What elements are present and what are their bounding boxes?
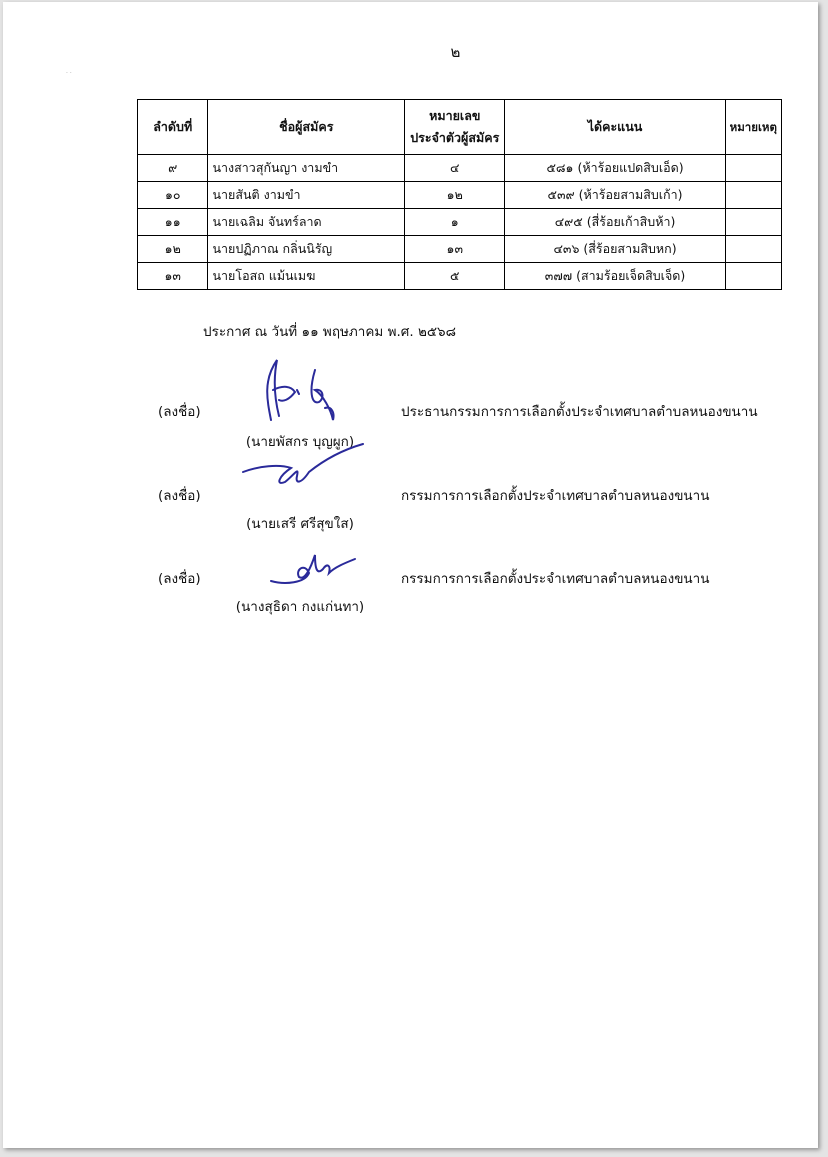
- cell-no: ๑๓: [138, 263, 208, 290]
- signer-position: ประธานกรรมการการเลือกตั้งประจำเทศบาลตำบลหนองขนาน: [401, 404, 758, 420]
- cell-score: ๔๙๕ (สี่ร้อยเก้าสิบห้า): [505, 209, 725, 236]
- table-row: [138, 263, 782, 290]
- table-row: [138, 209, 782, 236]
- cell-score: ๕๓๙ (ห้าร้อยสามสิบเก้า): [505, 182, 725, 209]
- cell-score: ๔๓๖ (สี่ร้อยสามสิบหก): [505, 236, 725, 263]
- page-number: ๒: [450, 43, 461, 61]
- results-table: [137, 99, 782, 290]
- header-id-line2: ประจำตัวผู้สมัคร: [410, 130, 500, 145]
- cell-name: นางสาวสุกันญา งามขำ: [208, 155, 405, 182]
- scan-speck: · ·: [66, 70, 72, 77]
- header-no: ลำดับที่: [138, 100, 208, 155]
- signer-name: (นางสุธิดา กงแก่นทา): [235, 599, 365, 615]
- signature-member-1-image: [239, 442, 369, 502]
- signature-member-2-image: [265, 545, 365, 591]
- sign-label: (ลงชื่อ): [158, 488, 201, 504]
- cell-score: ๕๘๑ (ห้าร้อยแปดสิบเอ็ด): [505, 155, 725, 182]
- signer-name: (นายพัสกร บุญผูก): [245, 434, 355, 450]
- header-note: หมายเหตุ: [725, 100, 781, 155]
- cell-name: นายสันติ งามขำ: [208, 182, 405, 209]
- cell-id: ๑๓: [405, 236, 505, 263]
- cell-name: นายโอสถ แม้นเมฆ: [208, 263, 405, 290]
- table-row: [138, 236, 782, 263]
- cell-name: นายปฏิภาณ กลิ่นนิรัญ: [208, 236, 405, 263]
- cell-id: ๔: [405, 155, 505, 182]
- table-row: [138, 182, 782, 209]
- cell-id: ๑: [405, 209, 505, 236]
- table-row: [138, 155, 782, 182]
- header-score: ได้คะแนน: [505, 100, 725, 155]
- cell-note: [725, 263, 781, 290]
- cell-no: ๑๒: [138, 236, 208, 263]
- cell-id: ๑๒: [405, 182, 505, 209]
- header-name: ชื่อผู้สมัคร: [208, 100, 405, 155]
- signer-name: (นายเสรี ศรีสุขใส): [246, 516, 354, 532]
- announcement-date: ประกาศ ณ วันที่ ๑๑ พฤษภาคม พ.ศ. ๒๕๖๘: [203, 324, 457, 340]
- cell-name: นายเฉลิม จันทร์ลาด: [208, 209, 405, 236]
- cell-no: ๙: [138, 155, 208, 182]
- cell-no: ๑๑: [138, 209, 208, 236]
- signature-chair-image: [253, 350, 363, 430]
- cell-note: [725, 209, 781, 236]
- cell-note: [725, 182, 781, 209]
- signer-position: กรรมการการเลือกตั้งประจำเทศบาลตำบลหนองขนาน: [401, 488, 710, 504]
- sign-label: (ลงชื่อ): [158, 404, 201, 420]
- sign-label: (ลงชื่อ): [158, 571, 201, 587]
- cell-score: ๓๗๗ (สามร้อยเจ็ดสิบเจ็ด): [505, 263, 725, 290]
- header-id-line1: หมายเลข: [429, 108, 481, 123]
- header-candidate-id: [405, 100, 505, 155]
- cell-id: ๕: [405, 263, 505, 290]
- cell-note: [725, 236, 781, 263]
- document-page: [3, 2, 818, 1148]
- cell-note: [725, 155, 781, 182]
- cell-no: ๑๐: [138, 182, 208, 209]
- table-header-row: [138, 100, 782, 155]
- signer-position: กรรมการการเลือกตั้งประจำเทศบาลตำบลหนองขนาน: [401, 571, 710, 587]
